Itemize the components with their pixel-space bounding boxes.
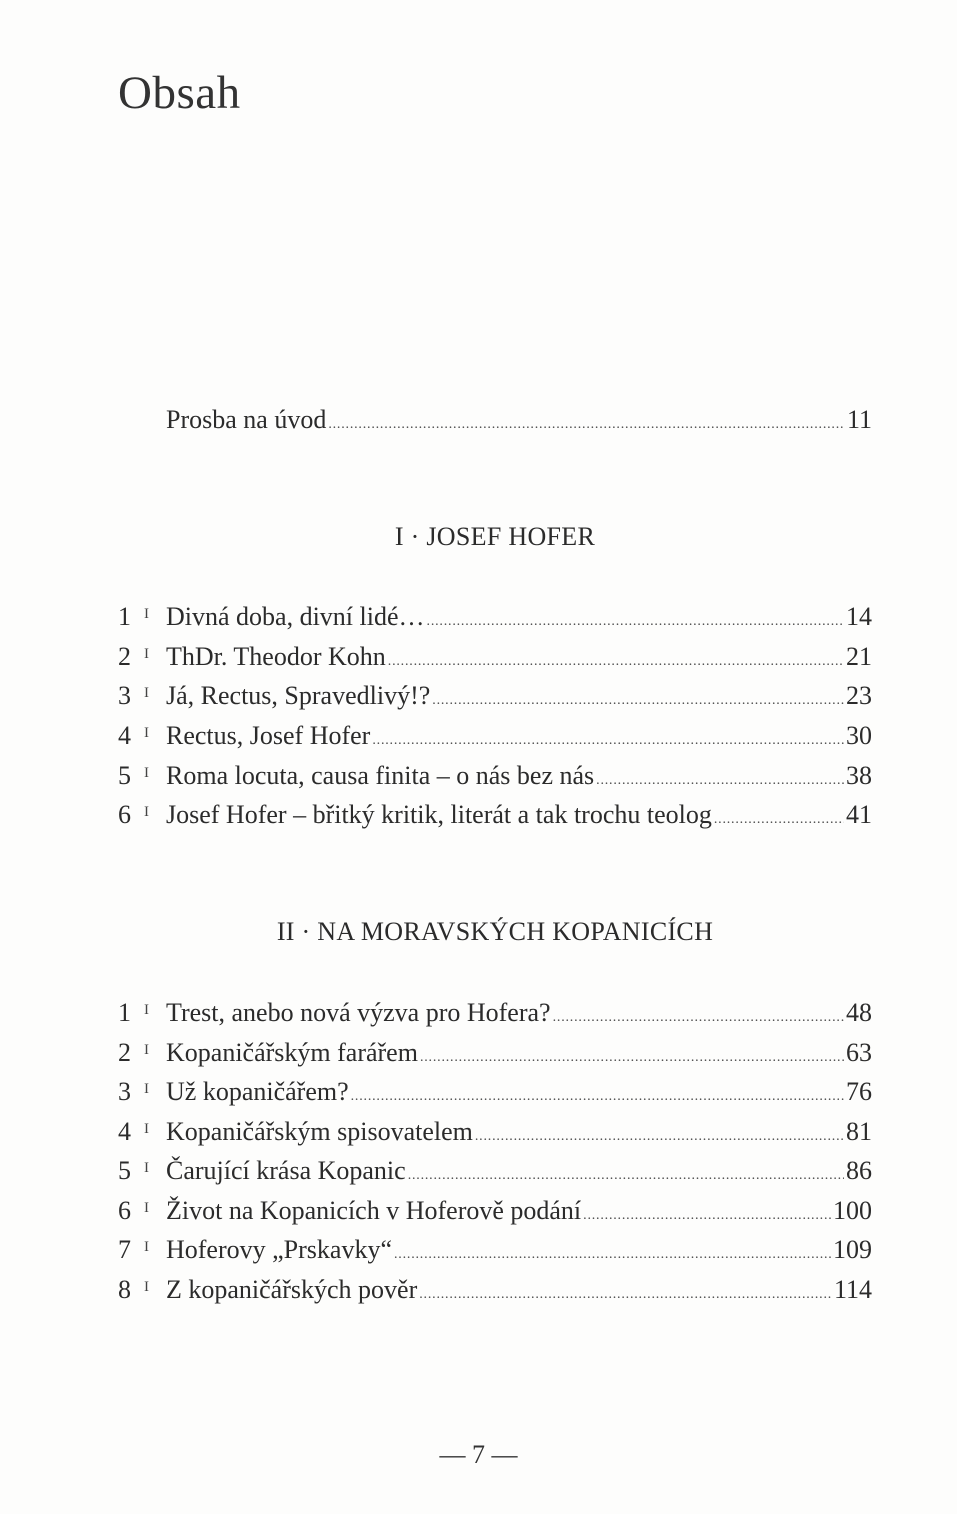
toc-entry-page: 14: [846, 602, 872, 631]
entry-separator: I: [144, 1160, 149, 1176]
toc-entry-title: Kopaničářským spisovatelem: [166, 1117, 473, 1146]
toc-entry-number: 2: [118, 1038, 131, 1067]
toc-entry: [118, 1193, 872, 1229]
toc-entry-number: 8: [118, 1275, 131, 1304]
leader-dots: [388, 644, 844, 680]
toc-entry-number: 5: [118, 1156, 131, 1185]
toc-entry-number: 2: [118, 642, 131, 671]
toc-entry-page: 109: [833, 1235, 872, 1264]
toc-entry-title: Prosba na úvod: [166, 405, 327, 434]
toc-entry-title: Život na Kopanicích v Hoferově podání: [166, 1196, 582, 1225]
entry-separator: I: [144, 1239, 149, 1255]
leader-dots: [432, 683, 844, 719]
toc-entry: [118, 995, 872, 1031]
leader-dots: [372, 723, 844, 759]
toc-entry-number: 4: [118, 1117, 131, 1146]
toc-entry: [118, 1153, 872, 1189]
toc-entry-title: Josef Hofer – břitký kritik, literát a tak trochu teolog: [166, 800, 712, 829]
toc-entry-page: 11: [846, 405, 872, 434]
leader-dots: [583, 1198, 831, 1234]
section-title-2: II · NA MORAVSKÝCH KOPANICÍCH: [276, 917, 714, 946]
entry-separator: I: [144, 646, 149, 662]
toc-entry-page: 41: [846, 800, 872, 829]
toc-entry-title: Kopaničářským farářem: [166, 1038, 418, 1067]
entry-separator: I: [144, 1200, 149, 1216]
toc-entry-number: 3: [118, 681, 131, 710]
toc-entry-number: 6: [118, 1196, 131, 1225]
toc-entry-title: Roma locuta, causa finita – o nás bez nás: [166, 761, 595, 790]
leader-dots: [420, 1040, 844, 1076]
toc-entry: [118, 1035, 872, 1071]
toc-entry-number: 4: [118, 721, 131, 750]
toc-entry-title: Rectus, Josef Hofer: [166, 721, 371, 750]
leader-dots: [714, 802, 844, 838]
entry-separator: I: [144, 1121, 149, 1137]
toc-entry-page: 114: [833, 1275, 872, 1304]
toc-entry-page: 100: [833, 1196, 872, 1225]
leader-dots: [328, 407, 845, 443]
toc-entry-page: 23: [846, 681, 872, 710]
toc-entry: [118, 678, 872, 714]
leader-dots: [553, 1000, 844, 1036]
toc-entry-title: Trest, anebo nová výzva pro Hofera?: [166, 998, 551, 1027]
leader-dots: [427, 604, 844, 640]
toc-entry: [118, 1114, 872, 1150]
toc-entry-page: 86: [846, 1156, 872, 1185]
leader-dots: [596, 763, 844, 799]
page-heading: Obsah: [118, 67, 241, 119]
toc-entry-title: Já, Rectus, Spravedlivý!?: [166, 681, 431, 710]
toc-entry-number: 5: [118, 761, 131, 790]
section-title-1: I · JOSEF HOFER: [394, 522, 596, 551]
toc-entry-title: Z kopaničářských pověr: [166, 1275, 418, 1304]
toc-entry-page: 63: [846, 1038, 872, 1067]
toc-entry-page: 48: [846, 998, 872, 1027]
entry-separator: I: [144, 725, 149, 741]
toc-entry: [118, 639, 872, 675]
toc-entry-number: 3: [118, 1077, 131, 1106]
entry-separator: I: [144, 606, 149, 622]
toc-entry-title: ThDr. Theodor Kohn: [166, 642, 386, 671]
toc-entry-page: 76: [846, 1077, 872, 1106]
toc-entry-number: 1: [118, 998, 131, 1027]
page-number: — 7 —: [439, 1440, 518, 1469]
toc-entry-title: Už kopaničářem?: [166, 1077, 349, 1106]
entry-separator: I: [144, 1081, 149, 1097]
toc-entry-page: 38: [846, 761, 872, 790]
toc-entry: [118, 758, 872, 794]
leader-dots: [394, 1237, 831, 1273]
toc-entry-title: Divná doba, divní lidé…: [166, 602, 425, 631]
leader-dots: [408, 1158, 844, 1194]
toc-entry-title: Hoferovy „Prskavky“: [166, 1235, 392, 1264]
toc-entry-page: 30: [846, 721, 872, 750]
toc-entry: [118, 599, 872, 635]
entry-separator: I: [144, 1279, 149, 1295]
entry-separator: I: [144, 1042, 149, 1058]
toc-entry-title: Čarující krása Kopanic: [166, 1156, 406, 1185]
toc-entry: [118, 1272, 872, 1308]
toc-entry-number: 7: [118, 1235, 131, 1264]
toc-entry-page: 21: [846, 642, 872, 671]
entry-separator: I: [144, 804, 149, 820]
toc-entry: [118, 1232, 872, 1268]
entry-separator: I: [144, 685, 149, 701]
leader-dots: [475, 1119, 844, 1155]
leader-dots: [419, 1277, 832, 1313]
toc-entry-intro: [166, 402, 872, 438]
toc-entry-page: 81: [846, 1117, 872, 1146]
leader-dots: [351, 1079, 844, 1115]
entry-separator: I: [144, 1002, 149, 1018]
toc-entry-number: 6: [118, 800, 131, 829]
entry-separator: I: [144, 765, 149, 781]
toc-entry: [118, 797, 872, 833]
toc-entry: [118, 1074, 872, 1110]
toc-entry-number: 1: [118, 602, 131, 631]
toc-entry: [118, 718, 872, 754]
